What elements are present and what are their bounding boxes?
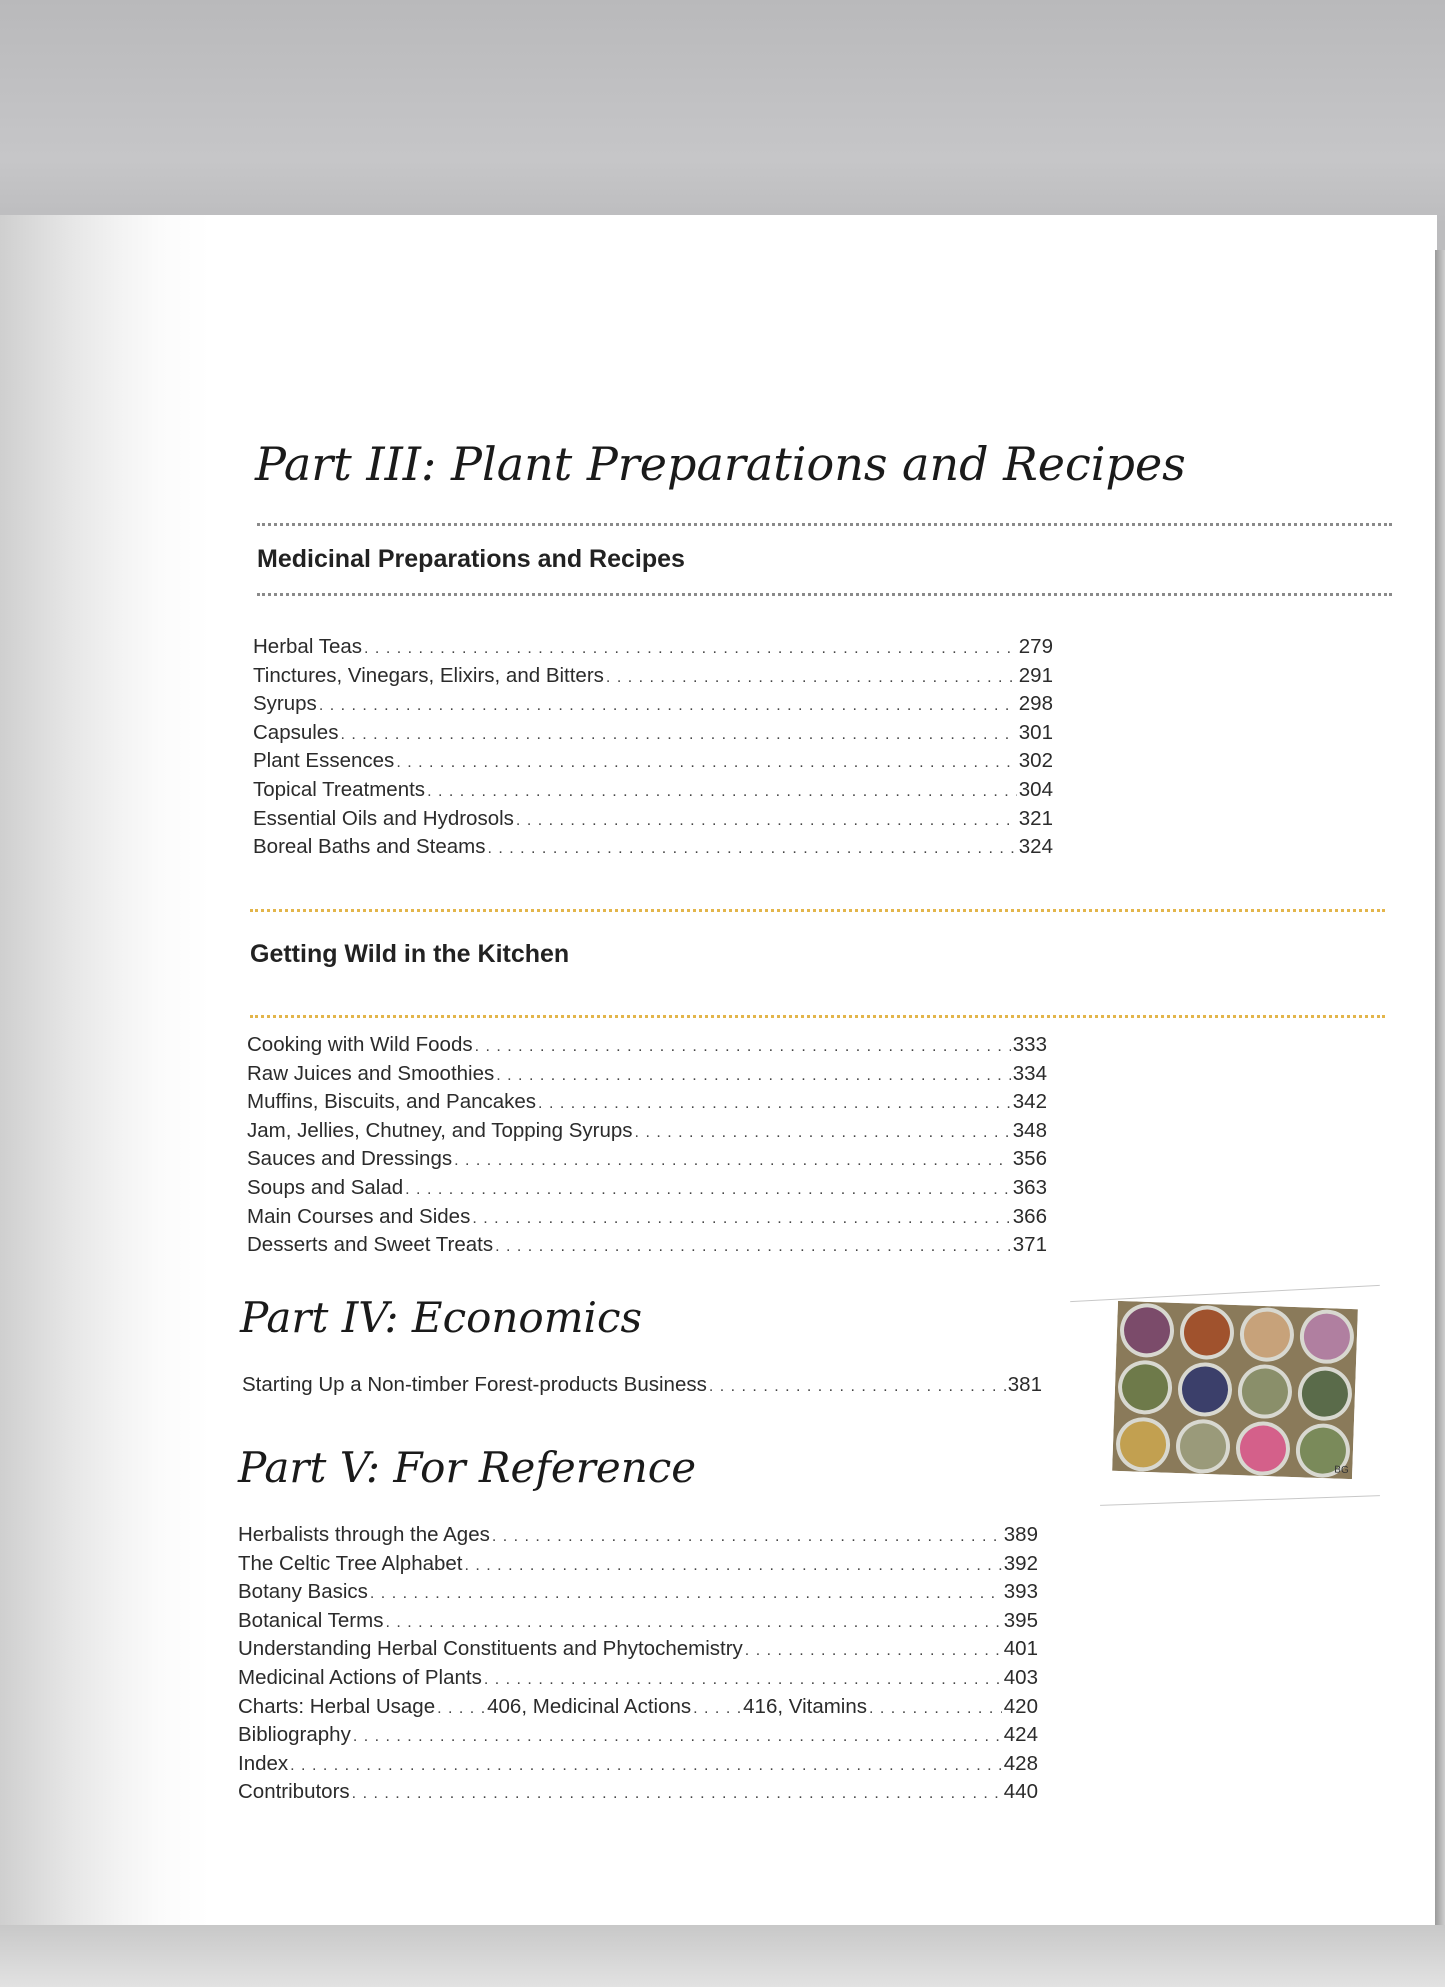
toc-entry-page: 395 [1003,1608,1038,1632]
dot-leader [340,726,1016,744]
divider [257,523,1392,526]
toc-entry[interactable] [238,1523,1038,1552]
toc-entry-page: 324 [1018,835,1053,859]
toc-entry-page: 366 [1012,1204,1047,1228]
toc-entry[interactable] [247,1147,1047,1176]
toc-entry[interactable] [247,1090,1047,1119]
toc-entry[interactable] [247,1062,1047,1091]
toc-entry-label: Vitamins [788,1694,868,1718]
dot-leader [353,1728,1002,1746]
toc-entry-label: Plant Essences [253,749,395,773]
toc-entry-page: 389 [1003,1523,1038,1546]
dot-leader [472,1210,1010,1228]
toc-entry-page: 279 [1018,635,1053,658]
toc-entry-page: 363 [1012,1175,1047,1199]
toc-entry-label: Jam, Jellies, Chutney, and Topping Syrups [247,1118,633,1142]
toc-entry[interactable] [242,1373,1042,1402]
dot-leader [427,783,1017,801]
toc-entry-label: Medicinal Actions [532,1694,692,1718]
section-title-medicinal: Medicinal Preparations and Recipes [257,545,685,573]
toc-entry-label: Desserts and Sweet Treats [247,1233,494,1257]
toc-entry-page: 428 [1003,1751,1038,1775]
photo-frame-line [1100,1495,1380,1506]
dot-leader [487,840,1016,858]
toc-entry-label: The Celtic Tree Alphabet [238,1551,463,1575]
toc-entry-page: 348 [1012,1118,1047,1142]
comma: , [521,1694,533,1718]
scanner-bottom-strip [0,1925,1445,1987]
dot-leader [475,1038,1011,1056]
toc-entry-label: Charts: Herbal Usage [238,1694,436,1718]
toc-entry[interactable] [247,1119,1047,1148]
dot-leader [319,697,1017,715]
dot-leader [352,1785,1002,1803]
toc-entry-label: Herbalists through the Ages [238,1523,490,1546]
toc-entry-label: Botanical Terms [238,1608,384,1632]
toc-entry[interactable] [253,778,1053,807]
toc-entry[interactable] [238,1552,1038,1581]
dot-leader [709,1378,1006,1396]
photo-frame-line [1070,1285,1380,1302]
toc-entry[interactable] [238,1609,1038,1638]
toc-entry[interactable] [238,1780,1038,1809]
toc-entry-label: Index [238,1751,289,1775]
toc-entry[interactable] [253,721,1053,750]
toc-economics [242,1373,1042,1402]
toc-entry-label: Cooking with Wild Foods [247,1033,473,1056]
toc-kitchen [247,1033,1047,1262]
toc-entry-label: Tinctures, Vinegars, Elixirs, and Bitters [253,663,604,687]
book-page [0,215,1437,1925]
toc-entry-page: 356 [1012,1147,1047,1171]
toc-entry-page: 291 [1018,663,1053,687]
toc-entry-page: 342 [1012,1090,1047,1114]
toc-entry[interactable] [238,1637,1038,1666]
toc-entry[interactable] [247,1205,1047,1234]
toc-entry-label: Soups and Salad [247,1175,404,1199]
toc-entry-label: Boreal Baths and Steams [253,835,486,859]
toc-entry-label: Understanding Herbal Constituents and Phytochemistry [238,1637,743,1661]
divider [257,593,1392,596]
toc-entry-page: 393 [1003,1580,1038,1604]
toc-entry[interactable] [253,692,1053,721]
divider [250,909,1385,912]
toc-entry-charts[interactable] [238,1695,1038,1724]
toc-entry-label: Medicinal Actions of Plants [238,1665,482,1689]
dot-leader [454,1152,1011,1170]
toc-reference [238,1523,1038,1809]
part-3-title: Part III: Plant Preparations and Recipes [255,437,1186,491]
toc-medicinal [253,635,1053,864]
section-title-kitchen: Getting Wild in the Kitchen [250,940,570,968]
toc-entry-label: Capsules [253,720,339,744]
toc-entry-label: Botany Basics [238,1580,368,1604]
dot-leader [606,669,1017,687]
toc-entry-page: 440 [1003,1780,1038,1804]
toc-entry-page: 298 [1018,692,1053,716]
toc-entry-page: 333 [1012,1033,1047,1056]
toc-entry[interactable] [253,835,1053,864]
toc-entry-label: Starting Up a Non-timber Forest-products Business [242,1373,707,1396]
part-5-title: Part V: For Reference [238,1443,697,1492]
toc-entry-label: Essential Oils and Hydrosols [253,806,514,830]
dot-leader [405,1181,1011,1199]
dot-leader [693,1700,741,1718]
toc-entry[interactable] [253,807,1053,836]
toc-entry-page: 371 [1012,1233,1047,1257]
toc-entry-page: 406 [487,1694,522,1718]
toc-entry-page: 334 [1012,1061,1047,1085]
toc-entry-page: 392 [1003,1551,1038,1575]
divider [250,1015,1385,1018]
toc-entry-label: Bibliography [238,1723,351,1747]
toc-entry-page: 420 [1003,1694,1038,1718]
part-4-title: Part IV: Economics [240,1293,643,1342]
toc-entry-page: 321 [1018,806,1053,830]
toc-entry-page: 403 [1003,1665,1038,1689]
toc-entry-label: Herbal Teas [253,635,363,658]
toc-entry-page: 401 [1003,1637,1038,1661]
herb-jars-photo [1112,1301,1358,1479]
dot-leader [396,754,1016,772]
toc-entry-page: 381 [1007,1373,1042,1396]
toc-entry-page: 416 [743,1694,778,1718]
dot-leader [290,1757,1002,1775]
dot-leader [385,1614,1001,1632]
toc-entry-label: Topical Treatments [253,777,426,801]
dot-leader [635,1124,1011,1142]
toc-entry[interactable] [238,1666,1038,1695]
toc-entry[interactable] [238,1723,1038,1752]
toc-entry[interactable] [238,1752,1038,1781]
dot-leader [364,640,1017,658]
dot-leader [465,1557,1002,1575]
toc-entry[interactable] [253,749,1053,778]
dot-leader [496,1067,1011,1085]
toc-entry-label: Main Courses and Sides [247,1204,471,1228]
comma: , [777,1694,789,1718]
herb-jars-image [1112,1301,1358,1479]
dot-leader [437,1700,485,1718]
toc-entry[interactable] [247,1176,1047,1205]
dot-leader [484,1671,1002,1689]
dot-leader [869,1700,1002,1718]
dot-leader [370,1585,1002,1603]
dot-leader [538,1095,1011,1113]
dot-leader [516,812,1017,830]
photo-caption: BG [1334,1464,1349,1477]
dot-leader [492,1528,1002,1546]
toc-entry[interactable] [238,1580,1038,1609]
toc-entry-page: 301 [1018,720,1053,744]
toc-entry[interactable] [253,664,1053,693]
toc-entry-page: 302 [1018,749,1053,773]
toc-entry-page: 424 [1003,1723,1038,1747]
page-edge [1435,250,1445,1940]
toc-entry[interactable] [253,635,1053,664]
toc-entry-label: Sauces and Dressings [247,1147,453,1171]
dot-leader [745,1642,1002,1660]
toc-entry-label: Contributors [238,1780,350,1804]
toc-entry-label: Muffins, Biscuits, and Pancakes [247,1090,537,1114]
dot-leader [495,1238,1011,1256]
toc-entry[interactable] [247,1033,1047,1062]
toc-entry-label: Syrups [253,692,317,716]
toc-entry[interactable] [247,1233,1047,1262]
toc-entry-label: Raw Juices and Smoothies [247,1061,495,1085]
toc-entry-page: 304 [1018,777,1053,801]
